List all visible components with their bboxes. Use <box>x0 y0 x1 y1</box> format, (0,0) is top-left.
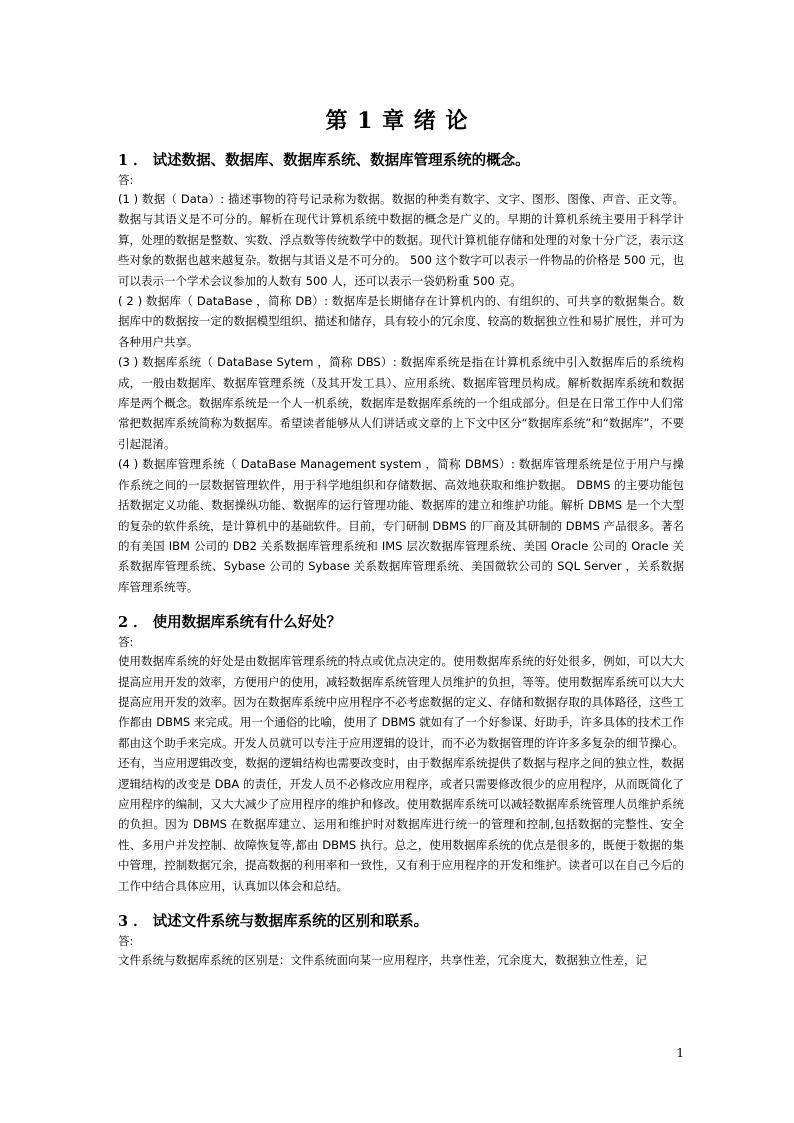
q3-paragraph: 文件系统与数据库系统的区别是：文件系统面向某一应用程序，共享性差，冗余度大，数据独立性差，记 <box>118 953 647 967</box>
question-3-heading: 3 ． 试述文件系统与数据库系统的区别和联系。 <box>118 913 429 930</box>
q1-paragraph-data: (1 ) 数据（ Data）: 描述事物的符号记录称为数据。数据的种类有数字、文字、图形、图像、声音、正文等。数据与其语义是不可分的。解析在现代计算机系统中数据的概念是广义的。早期的计算机系统主要用于科学计算，处理的数据是整数、实数、浮点数等传统数学中的数据。现代计算机能存储和处理的对象十分广泛，表示这些对象的数据也越来越复杂。数据与其语义是不可分的。 500 这个数字可以表示一件物品的价格是 500 元，也可以表示一个学术会议参加的人数有 500 人，还可以表示一袋奶粉重 500 克。 <box>118 192 684 288</box>
chapter-title: 第 1 章 绪 论 <box>325 108 469 134</box>
question-1-heading: 1 ． 试述数据、数据库、数据库系统、数据库管理系统的概念。 <box>118 152 530 169</box>
page-content <box>118 150 684 970</box>
question-1-answer-label: 答: <box>118 173 134 187</box>
q2-paragraph: 使用数据库系统的好处是由数据库管理系统的特点或优点决定的。使用数据库系统的好处很多，例如，可以大大提高应用开发的效率，方便用户的使用，减轻数据库系统管理人员维护的负担，等等。使用数据库系统可以大大提高应用开发的效率。因为在数据库系统中应用程序不必考虑数据的定义、存储和数据存取的具体路径，这些工作都由 DBMS 来完成。用一个通俗的比喻，使用了 DBMS 就如有了一个好参谋、好助手，许多具体的技术工作都由这个助手来完成。开发人员就可以专注于应用逻辑的设计，而不必为数据管理的许许多多复杂的细节操心。还有，当应用逻辑改变，数据的逻辑结构也需要改变时，由于数据库系统提供了数据与程序之间的独立性，数据逻辑结构的改变是 DBA 的责任，开发人员不必修改应用程序，或者只需要修改很少的应用程序，从而既简化了应用程序的编制，又大大减少了应用程序的维护和修改。使用数据库系统可以减轻数据库系统管理人员维护系统的负担。因为 DBMS 在数据库建立、运用和维护时对数据库进行统一的管理和控制,包括数据的完整性、安全性、多用户并发控制、故障恢复等,都由 DBMS 执行。总之，使用数据库系统的优点是很多的，既便于数据的集中管理，控制数据冗余，提高数据的利用率和一致性，又有利于应用程序的开发和维护。读者可以在自己今后的工作中结合具体应用，认真加以体会和总结。 <box>118 654 684 893</box>
q1-paragraph-dbs: (3 ) 数据库系统（ DataBase Sytem ，简称 DBS）: 数据库系统是指在计算机系统中引入数据库后的系统构成，一般由数据库、数据库管理系统（及其开发工具）、应用系统、数据库管理员构成。解析数据库系统和数据库是两个概念。数据库系统是一个人一机系统，数据库是数据库系统的一个组成部分。但是在日常工作中人们常常把数据库系统简称为数据库。希望读者能够从人们讲话或文章的上下文中区分“数据库系统”和“数据库”，不要引起混淆。 <box>118 355 684 451</box>
question-2-answer-label: 答: <box>118 635 134 650</box>
question-2-heading: 2 ． 使用数据库系统有什么好处？ <box>118 614 342 632</box>
q1-paragraph-database: ( 2 ) 数据库（ DataBase ，简称 DB）: 数据库是长期储存在计算机内的、有组织的、可共享的数据集合。数据库中的数据按一定的数据模型组织、描述和储存，具有较小的冗余度、较高的数据独立性和易扩展性，并可为各种用户共享。 <box>118 294 684 349</box>
q1-paragraph-dbms: (4 ) 数据库管理系统（ DataBase Management system ，简称 DBMS）: 数据库管理系统是位于用户与操作系统之间的一层数据管理软件，用于科学地组织和存储数据、高效地获取和维护数据。 DBMS 的主要功能包括数据定义功能、数据操纵功能、数据库的运行管理功能、数据库的建立和维护功能。解析 DBMS 是一个大型的复杂的软件系统，是计算机中的基础软件。目前，专门研制 DBMS 的厂商及其研制的 DBMS 产品很多。著名的有美国 IBM 公司的 DB2 关系数据库管理系统和 IMS 层次数据库管理系统、美国 Oracle 公司的 Oracle 关系数据库管理系统、Sybase 公司的 Sybase 关系数据库管理系统、美国微软公司的 SQL Server ，关系数据库管理系统等。 <box>118 457 684 594</box>
page-number: 1 <box>676 1046 684 1060</box>
question-3-answer-label: 答: <box>118 934 134 948</box>
